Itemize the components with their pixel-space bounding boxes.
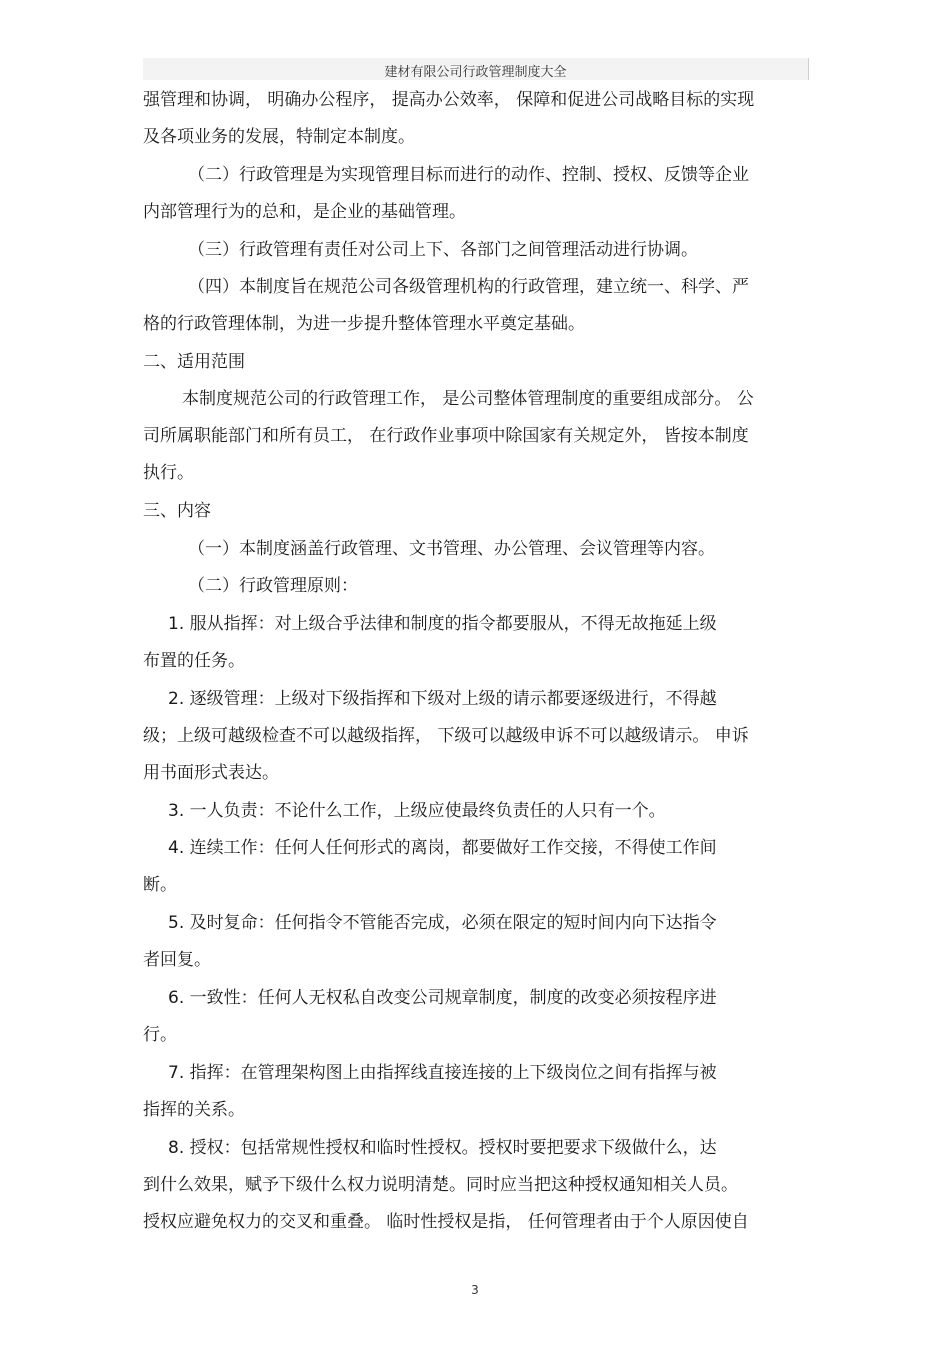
text-line: 用书面形式表达。 [143, 763, 279, 783]
document-title: 建材有限公司行政管理制度大全 [384, 65, 567, 80]
list-item: 5. 及时复命：任何指令不管能否完成，必须在限定的短时间内向下达指令 [168, 913, 717, 933]
page-header [143, 58, 809, 80]
text-line: 行。 [143, 1025, 177, 1045]
text-line: （四）本制度旨在规范公司各级管理机构的行政管理，建立统一、科学、严 [188, 277, 749, 297]
text-line: （一）本制度涵盖行政管理、文书管理、办公管理、会议管理等内容。 [188, 539, 715, 559]
list-item: 4. 连续工作：任何人任何形式的离岗，都要做好工作交接，不得使工作间 [168, 838, 717, 858]
text-line: 强管理和协调， 明确办公程序， 提高办公效率， 保障和促进公司战略目标的实现 [143, 90, 755, 110]
text-line: （二）行政管理原则： [188, 576, 358, 596]
text-line: 内部管理行为的总和，是企业的基础管理。 [143, 202, 466, 222]
list-item: 8. 授权：包括常规性授权和临时性授权。授权时要把要求下级做什么，达 [168, 1138, 717, 1158]
list-item: 6. 一致性：任何人无权私自改变公司规章制度，制度的改变必须按程序进 [168, 988, 717, 1008]
text-line: 授权应避免权力的交叉和重叠。 临时性授权是指， 任何管理者由于个人原因使自 [143, 1212, 749, 1232]
text-line: 及各项业务的发展，特制定本制度。 [143, 127, 415, 147]
text-line: 指挥的关系。 [143, 1100, 245, 1120]
text-line: 本制度规范公司的行政管理工作， 是公司整体管理制度的重要组成部分。 公 [182, 389, 754, 409]
text-line: 格的行政管理体制，为进一步提升整体管理水平奠定基础。 [143, 314, 585, 334]
list-item: 7. 指挥：在管理架构图上由指挥线直接连接的上下级岗位之间有指挥与被 [168, 1063, 717, 1083]
list-item: 2. 逐级管理：上级对下级指挥和下级对上级的请示都要逐级进行，不得越 [168, 689, 717, 709]
section-heading: 三、内容 [143, 501, 211, 521]
text-line: 者回复。 [143, 950, 211, 970]
section-heading: 二、适用范围 [143, 352, 245, 372]
text-line: 布置的任务。 [143, 651, 245, 671]
text-line: 执行。 [143, 463, 194, 483]
text-line: 断。 [143, 875, 177, 895]
text-line: 到什么效果，赋予下级什么权力说明清楚。同时应当把这种授权通知相关人员。 [143, 1175, 738, 1195]
page-number: 3 [471, 1283, 479, 1297]
list-item: 3. 一人负责：不论什么工作，上级应使最终负责任的人只有一个。 [168, 801, 666, 821]
text-line: 级；上级可越级检查不可以越级指挥， 下级可以越级申诉不可以越级请示。 申诉 [143, 726, 749, 746]
text-line: （三）行政管理有责任对公司上下、各部门之间管理活动进行协调。 [188, 240, 698, 260]
text-line: 司所属职能部门和所有员工， 在行政作业事项中除国家有关规定外， 皆按本制度 [143, 426, 749, 446]
text-line: （二）行政管理是为实现管理目标而进行的动作、控制、授权、反馈等企业 [188, 165, 749, 185]
list-item: 1. 服从指挥：对上级合乎法律和制度的指令都要服从，不得无故拖延上级 [168, 614, 717, 634]
